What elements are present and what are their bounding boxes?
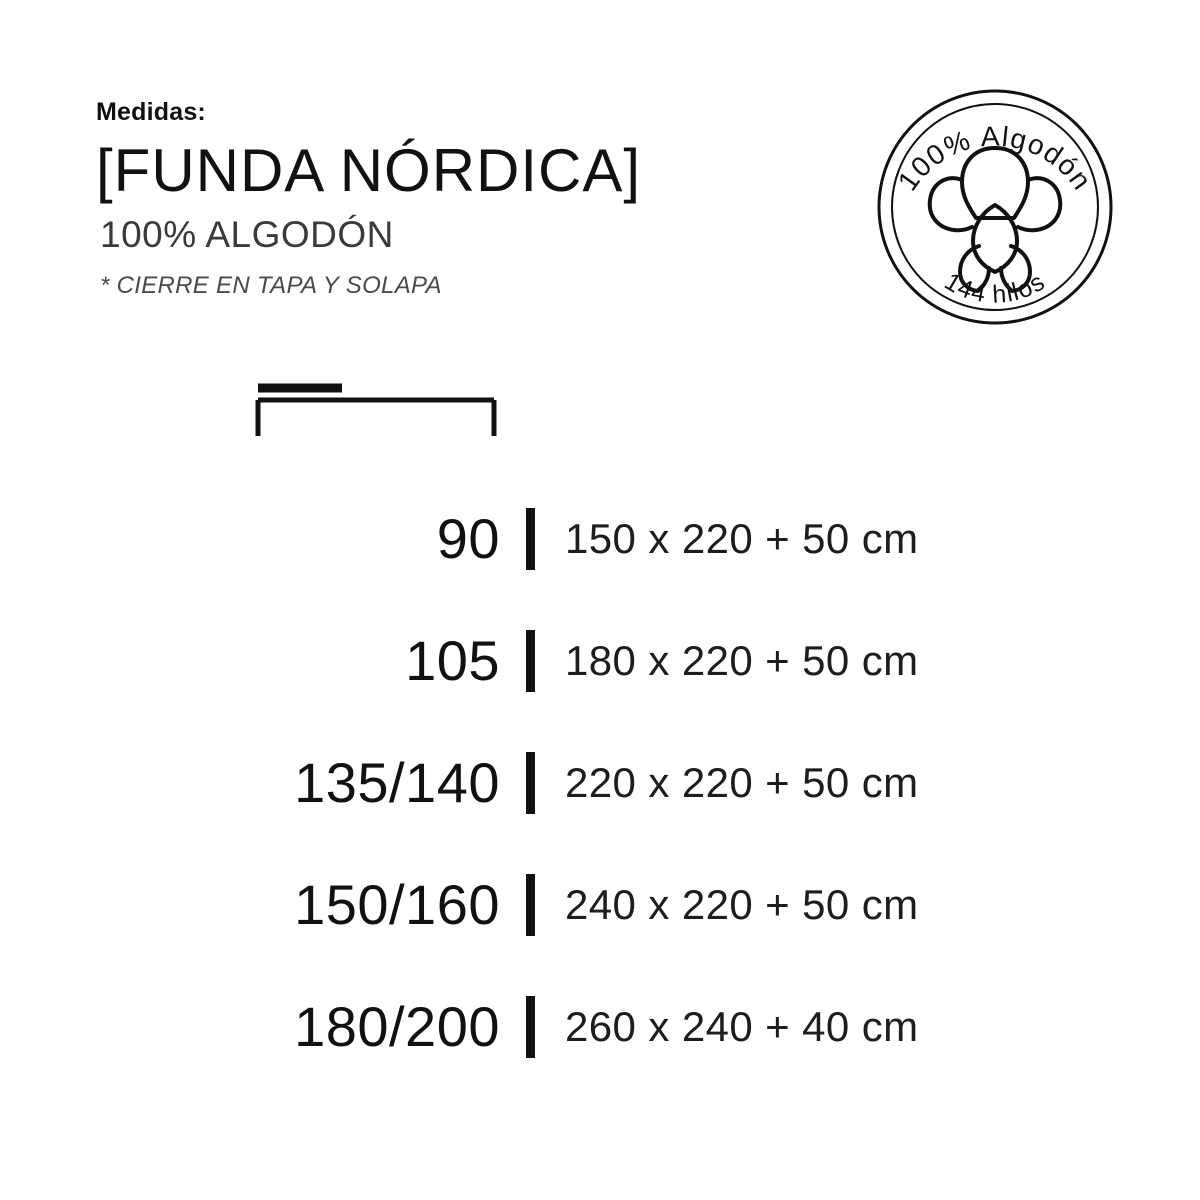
dimensions-value: 240 x 220 + 50 cm (565, 881, 919, 928)
size-value: 150/160 (294, 873, 500, 936)
table-row (150, 722, 1070, 844)
dimensions-value: 260 x 240 + 40 cm (565, 1003, 919, 1050)
size-value: 180/200 (294, 995, 500, 1058)
row-divider (526, 996, 535, 1058)
dimensions-value: 180 x 220 + 50 cm (565, 637, 919, 684)
row-divider (526, 630, 535, 692)
cotton-badge (866, 78, 1124, 336)
svg-text:100% Algodón: 100% Algodón (891, 120, 1099, 197)
material-subtitle: 100% ALGODÓN (100, 214, 394, 255)
svg-text:144 hilos: 144 hilos (939, 267, 1051, 309)
row-divider (526, 508, 535, 570)
size-table (150, 478, 1070, 1088)
bracket-diagram (250, 378, 510, 448)
table-row (150, 478, 1070, 600)
row-divider (526, 874, 535, 936)
header-block (96, 98, 776, 300)
table-row (150, 844, 1070, 966)
table-row (150, 966, 1070, 1088)
dimensions-value: 220 x 220 + 50 cm (565, 759, 919, 806)
table-row (150, 600, 1070, 722)
cotton-boll-icon (930, 148, 1061, 291)
dimensions-value: 150 x 220 + 50 cm (565, 515, 919, 562)
closure-note: * CIERRE EN TAPA Y SOLAPA (100, 272, 442, 299)
size-value: 90 (436, 507, 500, 570)
size-value: 135/140 (294, 751, 500, 814)
measurements-label: Medidas: (96, 98, 206, 126)
size-value: 105 (405, 629, 500, 692)
row-divider (526, 752, 535, 814)
page-title: [FUNDA NÓRDICA] (96, 137, 642, 204)
